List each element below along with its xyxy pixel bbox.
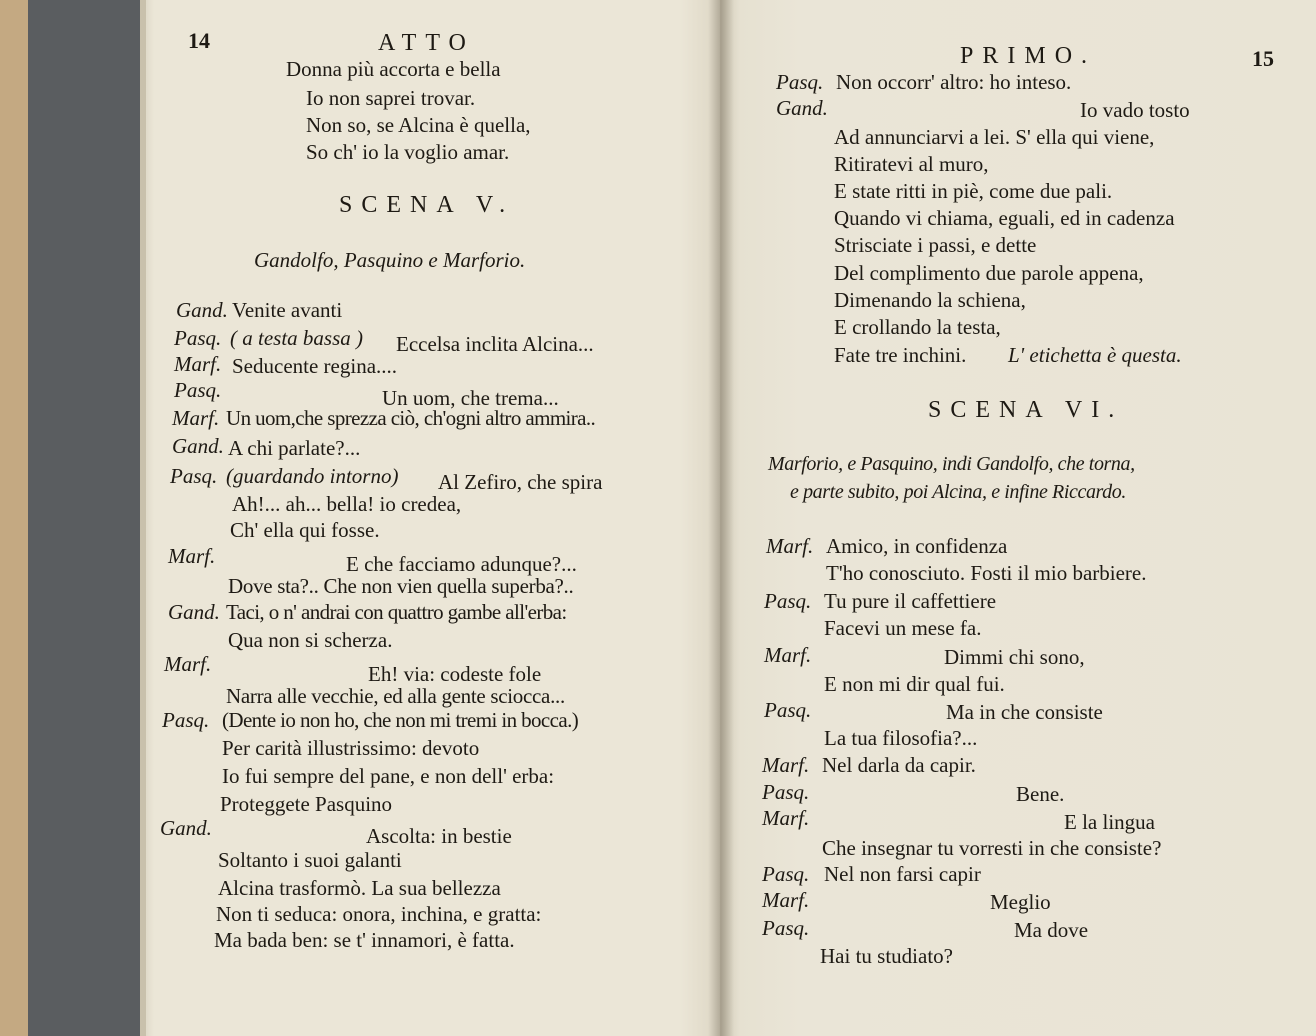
verse-line: Io non saprei trovar. bbox=[306, 86, 476, 110]
speaker: Marf. bbox=[168, 544, 216, 568]
dialogue-line: Amico, in confidenza bbox=[826, 534, 1008, 558]
dialogue-line: Qua non si scherza. bbox=[228, 628, 393, 652]
dialogue-line: A chi parlate?... bbox=[228, 436, 361, 460]
dialogue-line: Ma in che consiste bbox=[946, 700, 1103, 724]
scene-characters: e parte subito, poi Alcina, e infine Riccardo. bbox=[790, 481, 1126, 503]
scene-characters: Gandolfo, Pasquino e Marforio. bbox=[254, 248, 526, 272]
page-number: 15 bbox=[1252, 46, 1274, 71]
speaker: Pasq. bbox=[170, 464, 218, 488]
page-number: 14 bbox=[188, 28, 210, 53]
speaker: Marf. bbox=[164, 652, 212, 676]
dialogue-line: Eccelsa inclita Alcina... bbox=[396, 332, 594, 356]
speaker: Pasq. bbox=[776, 70, 824, 94]
dialogue-line: Eh! via: codeste fole bbox=[368, 662, 542, 686]
speaker: Pasq. bbox=[762, 862, 810, 886]
dialogue-line: Ma dove bbox=[1014, 918, 1089, 942]
dialogue-line: E la lingua bbox=[1064, 810, 1155, 834]
stage-direction: (guardando intorno) bbox=[226, 464, 399, 488]
dialogue-line: Ah!... ah... bella! io credea, bbox=[232, 492, 462, 516]
speaker: Marf. bbox=[766, 534, 814, 558]
speaker: Gand. bbox=[176, 298, 228, 322]
dialogue-line: Fate tre inchini. bbox=[834, 343, 967, 367]
dialogue-line: Soltanto i suoi galanti bbox=[218, 848, 402, 872]
dialogue-line: Venite avanti bbox=[232, 298, 343, 322]
speaker: Pasq. bbox=[174, 326, 222, 350]
dialogue-line: Dimmi chi sono, bbox=[944, 645, 1085, 669]
verse-line: Non so, se Alcina è quella, bbox=[306, 113, 531, 137]
dialogue-line: Ch' ella qui fosse. bbox=[230, 518, 380, 542]
dialogue-line: Dimenando la schiena, bbox=[834, 288, 1026, 312]
dialogue-line: Io vado tosto bbox=[1080, 98, 1190, 122]
dialogue-line: Strisciate i passi, e dette bbox=[834, 233, 1037, 257]
dialogue-line: T'ho conosciuto. Fosti il mio barbiere. bbox=[826, 561, 1147, 585]
page-edge bbox=[140, 0, 146, 1036]
right-page bbox=[720, 0, 1316, 1036]
dialogue-line: E crollando la testa, bbox=[834, 315, 1001, 339]
verse-line: Donna più accorta e bella bbox=[286, 57, 501, 81]
book-gutter bbox=[708, 0, 734, 1036]
running-head: PRIMO. bbox=[960, 43, 1097, 69]
dialogue-line: (Dente io non ho, che non mi tremi in bocca.) bbox=[222, 708, 579, 732]
dialogue-line: Al Zefiro, che spira bbox=[438, 470, 603, 494]
dialogue-line: Quando vi chiama, eguali, ed in cadenza bbox=[834, 206, 1175, 230]
speaker: Pasq. bbox=[764, 698, 812, 722]
dialogue-line: L' etichetta è questa. bbox=[1008, 343, 1182, 367]
dialogue-line: E non mi dir qual fui. bbox=[824, 672, 1005, 696]
speaker: Gand. bbox=[776, 96, 828, 120]
speaker: Marf. bbox=[762, 888, 810, 912]
speaker: Pasq. bbox=[162, 708, 210, 732]
speaker: Marf. bbox=[172, 406, 220, 430]
dialogue-line: E che facciamo adunque?... bbox=[346, 552, 577, 576]
speaker: Marf. bbox=[762, 753, 810, 777]
book-cover-edge bbox=[28, 0, 140, 1036]
dialogue-line: Alcina trasformò. La sua bellezza bbox=[218, 876, 501, 900]
dialogue-line: Io fui sempre del pane, e non dell' erba: bbox=[222, 764, 555, 788]
scene-characters: Marforio, e Pasquino, indi Gandolfo, che torna, bbox=[768, 453, 1135, 475]
speaker: Marf. bbox=[174, 352, 222, 376]
dialogue-line: Narra alle vecchie, ed alla gente sciocca... bbox=[226, 684, 565, 708]
speaker: Marf. bbox=[764, 643, 812, 667]
dialogue-line: Taci, o n' andrai con quattro gambe all'erba: bbox=[226, 600, 567, 624]
dialogue-line: Che insegnar tu vorresti in che consiste? bbox=[822, 836, 1162, 860]
speaker: Gand. bbox=[172, 434, 224, 458]
speaker: Pasq. bbox=[762, 916, 810, 940]
speaker: Gand. bbox=[168, 600, 220, 624]
dialogue-line: Un uom,che sprezza ciò, ch'ogni altro ammira.. bbox=[226, 406, 596, 430]
left-page bbox=[140, 0, 720, 1036]
scene-title: SCENA V. bbox=[339, 192, 515, 218]
dialogue-line: Nel darla da capir. bbox=[822, 753, 976, 777]
speaker: Marf. bbox=[762, 806, 810, 830]
dialogue-line: Ascolta: in bestie bbox=[366, 824, 512, 848]
speaker: Pasq. bbox=[762, 780, 810, 804]
verse-line: So ch' io la voglio amar. bbox=[306, 140, 510, 164]
dialogue-line: E state ritti in piè, come due pali. bbox=[834, 179, 1113, 203]
dialogue-line: Ma bada ben: se t' innamori, è fatta. bbox=[214, 928, 515, 952]
speaker: Gand. bbox=[160, 816, 212, 840]
background-strip bbox=[0, 0, 28, 1036]
stage-direction: ( a testa bassa ) bbox=[230, 326, 363, 350]
dialogue-line: Hai tu studiato? bbox=[820, 944, 953, 968]
dialogue-line: Del complimento due parole appena, bbox=[834, 261, 1144, 285]
dialogue-line: Nel non farsi capir bbox=[824, 862, 981, 886]
dialogue-line: La tua filosofia?... bbox=[824, 726, 978, 750]
dialogue-line: Ad annunciarvi a lei. S' ella qui viene, bbox=[834, 125, 1155, 149]
dialogue-line: Seducente regina.... bbox=[232, 354, 398, 378]
dialogue-line: Per carità illustrissimo: devoto bbox=[222, 736, 480, 760]
dialogue-line: Non occorr' altro: ho inteso. bbox=[836, 70, 1072, 94]
dialogue-line: Tu pure il caffettiere bbox=[824, 589, 997, 613]
speaker: Pasq. bbox=[174, 378, 222, 402]
dialogue-line: Proteggete Pasquino bbox=[220, 792, 393, 816]
dialogue-line: Meglio bbox=[990, 890, 1051, 914]
dialogue-line: Ritiratevi al muro, bbox=[834, 152, 989, 176]
scene-title: SCENA VI. bbox=[928, 397, 1124, 423]
dialogue-line: Non ti seduca: onora, inchina, e gratta: bbox=[216, 902, 542, 926]
dialogue-line: Dove sta?.. Che non vien quella superba?.. bbox=[228, 574, 574, 598]
dialogue-line: Facevi un mese fa. bbox=[824, 616, 982, 640]
dialogue-line: Bene. bbox=[1016, 782, 1065, 806]
dialogue-line: Un uom, che trema... bbox=[382, 386, 559, 410]
speaker: Pasq. bbox=[764, 589, 812, 613]
running-head: ATTO bbox=[378, 30, 475, 56]
